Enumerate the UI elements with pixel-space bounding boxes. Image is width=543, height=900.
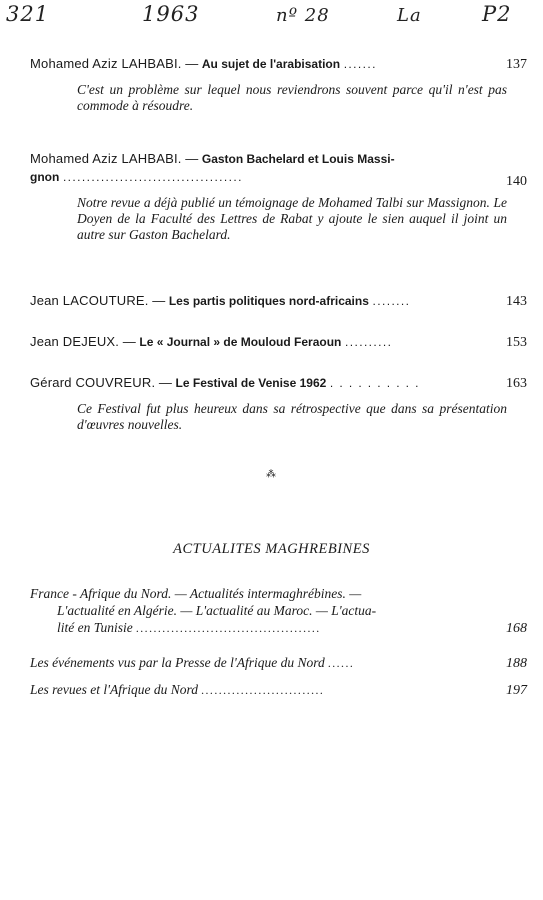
toc-entry [30, 333, 527, 351]
leader-dots: ........ [372, 294, 411, 308]
em-dash: — [185, 151, 199, 166]
entry-title: Gaston Bachelard et Louis Massi- [201, 152, 395, 166]
entry-title: Les partis politiques nord-africains [168, 294, 369, 308]
em-dash: — [122, 334, 136, 349]
page-number: 137 [506, 57, 527, 72]
section-item [30, 585, 527, 637]
entry-title: Au sujet de l'arabisation [201, 57, 341, 71]
section-item-line: France - Afrique du Nord. — Actualités intermaghrébines. — [30, 586, 362, 601]
leader-dots: .......... [345, 335, 393, 349]
page-number: 163 [506, 376, 527, 391]
section-item [30, 681, 527, 699]
section-item-line [30, 681, 527, 699]
leader-dots: ...... [328, 656, 355, 670]
page-number: 197 [506, 683, 527, 698]
entry-heading [30, 55, 527, 73]
asterism-separator: ⁂ [266, 469, 276, 480]
handwritten-year: 1963 [142, 2, 200, 26]
leader-dots: ....... [343, 57, 377, 71]
section-item-line [30, 654, 527, 672]
em-dash: — [185, 56, 199, 71]
entry-heading [30, 292, 527, 310]
leader-dots: .......................................... [136, 621, 321, 635]
section-item-text: lité en Tunisie [57, 620, 133, 635]
handwritten-la: La [397, 5, 422, 26]
toc-entry [30, 292, 527, 310]
entry-author: Mohamed Aziz LAHBABI. [30, 56, 182, 71]
section-item-text: Les événements vus par la Presse de l'Afrique du Nord [30, 655, 325, 670]
section-item [30, 654, 527, 672]
handwritten-p: P2 [482, 2, 512, 26]
page-number: 143 [506, 294, 527, 309]
entry-heading [30, 374, 527, 392]
entry-title-cont: gnon [30, 170, 60, 184]
toc-entry [30, 55, 527, 114]
leader-dots: ............................ [201, 683, 325, 697]
handwritten-ref: 321 [6, 2, 50, 26]
leader-dots: ...................................... [62, 170, 243, 184]
toc-entry [30, 150, 527, 243]
entry-description: C'est un problème sur lequel nous reviendrons souvent parce qu'il n'est pas commode à résoudre. [77, 82, 507, 113]
leader-dots: . . . . . . . . . . [329, 376, 420, 390]
section-item-line-last [30, 619, 527, 637]
section-item-text: Les revues et l'Afrique du Nord [30, 682, 198, 697]
entry-title: Le « Journal » de Mouloud Feraoun [139, 335, 342, 349]
section-title: ACTUALITES MAGHREBINES [173, 541, 370, 557]
entry-heading-cont [30, 168, 527, 189]
toc-entry [30, 374, 527, 433]
page-number: 168 [506, 621, 527, 636]
entry-author: Jean LACOUTURE. [30, 293, 149, 308]
page-number: 188 [506, 656, 527, 671]
em-dash: — [158, 375, 172, 390]
section-item-line: L'actualité en Algérie. — L'actualité au Maroc. — L'actua- [57, 603, 377, 618]
entry-author: Jean DEJEUX. [30, 334, 120, 349]
entry-heading [30, 150, 527, 168]
entry-author: Gérard COUVREUR. [30, 375, 156, 390]
entry-description: Notre revue a déjà publié un témoignage de Mohamed Talbi sur Massignon. Le Doyen de la Faculté des Lettres de Rabat y ajoute le sien auquel il joint un autre sur Gaston Bachelard. [77, 195, 507, 242]
page-number: 140 [506, 174, 527, 189]
entry-title: Le Festival de Venise 1962 [175, 376, 327, 390]
entry-description: Ce Festival fut plus heureux dans sa rétrospective que dans sa présentation d'œuvres nouvelles. [77, 401, 507, 432]
page-number: 153 [506, 335, 527, 350]
entry-heading [30, 333, 527, 351]
entry-author: Mohamed Aziz LAHBABI. [30, 151, 182, 166]
handwritten-number: nº 28 [276, 5, 330, 26]
em-dash: — [152, 293, 166, 308]
